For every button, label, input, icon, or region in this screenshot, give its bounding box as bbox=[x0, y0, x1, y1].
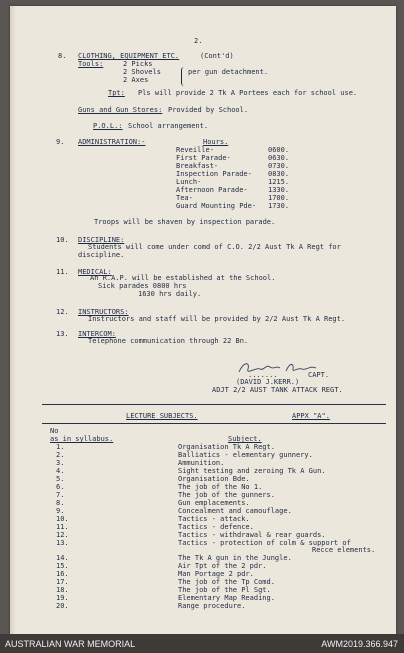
row-number: 18. bbox=[56, 586, 69, 594]
schedule-time: 0730. bbox=[268, 162, 290, 170]
section-12-heading: INSTRUCTORS: bbox=[78, 308, 129, 316]
footer-accession-number: AWM2019.366.947 bbox=[321, 639, 398, 649]
section-13-heading: INTERCOM: bbox=[78, 330, 116, 338]
schedule-time: 0600. bbox=[268, 146, 290, 154]
row-number: 7. bbox=[56, 491, 65, 499]
pol-label: P.O.L.: bbox=[93, 122, 123, 130]
row-number: 19. bbox=[56, 594, 69, 602]
row-number: 12. bbox=[56, 531, 69, 539]
section-8-heading-cont: (Cont'd) bbox=[200, 52, 234, 60]
schedule-time: 1700. bbox=[268, 194, 290, 202]
table-top-rule bbox=[42, 423, 386, 424]
tools-item-2: 2 Shovels bbox=[123, 68, 161, 76]
section-8-heading: CLOTHING, EQUIPMENT ETC. bbox=[78, 52, 180, 60]
row-number: 11. bbox=[56, 523, 69, 531]
section-10-line-1: Students will come under comd of C.O. 2/2 Aust Tk A Regt for bbox=[88, 243, 341, 251]
row-subject: Tactics - protection of colm & support of bbox=[178, 539, 351, 547]
row-number: 13. bbox=[56, 539, 69, 547]
section-11-line-2: Sick parades 0800 hrs bbox=[98, 282, 187, 290]
tpt-label: Tpt: bbox=[108, 89, 125, 97]
appendix-label: APPX "A". bbox=[292, 412, 330, 420]
row-number: 15. bbox=[56, 562, 69, 570]
hours-header: Hours. bbox=[203, 138, 229, 146]
section-9-note: Troops will be shaven by inspection parade. bbox=[94, 218, 276, 226]
signature-title: ADJT 2/2 AUST TANK ATTACK REGT. bbox=[212, 386, 343, 394]
footer-institution: AUSTRALIAN WAR MEMORIAL bbox=[5, 639, 136, 649]
row-subject: Tactics - withdrawal & rear guards. bbox=[178, 531, 326, 539]
section-11-heading: MEDICAL: bbox=[78, 268, 112, 276]
section-13-text: Telephone communication through 22 Bn. bbox=[88, 337, 249, 345]
col-no-header: No bbox=[50, 427, 59, 435]
row-number: 10. bbox=[56, 515, 69, 523]
section-13-number: 13. bbox=[56, 330, 69, 338]
row-number: 4. bbox=[56, 467, 65, 475]
row-subject: Concealment and camouflage. bbox=[178, 507, 292, 515]
section-12-text: Instructors and staff will be provided by 2/2 Aust Tk A Regt. bbox=[88, 315, 346, 323]
row-subject: The job of the gunners. bbox=[178, 491, 275, 499]
schedule-time: 1215. bbox=[268, 178, 290, 186]
tools-brace bbox=[181, 67, 188, 86]
row-number: 16. bbox=[56, 570, 69, 578]
row-number: 8. bbox=[56, 499, 65, 507]
row-number: 3. bbox=[56, 459, 65, 467]
guns-label: Guns and Gun Stores: bbox=[78, 106, 163, 114]
row-number: 5. bbox=[56, 475, 65, 483]
row-subject: Man Portage 2 pdr. bbox=[178, 570, 254, 578]
tools-item-1: 2 Picks bbox=[123, 60, 153, 68]
row-subject: Range procedure. bbox=[178, 602, 246, 610]
row-number: 9. bbox=[56, 507, 65, 515]
page-number: 2. bbox=[194, 37, 203, 45]
row-subject: Sight testing and zeroing Tk A Gun. bbox=[178, 467, 326, 475]
section-divider bbox=[42, 404, 386, 405]
schedule-time: 1330. bbox=[268, 186, 290, 194]
page-shadow-edge bbox=[10, 6, 16, 634]
row-subject: Recce elements. bbox=[312, 546, 376, 554]
row-subject: Tactics - defence. bbox=[178, 523, 254, 531]
schedule-label: Lunch- bbox=[176, 178, 202, 186]
row-subject: Gun emplacements. bbox=[178, 499, 250, 507]
row-number: 6. bbox=[56, 483, 65, 491]
pol-text: School arrangement. bbox=[128, 122, 209, 130]
section-10-line-2: discipline. bbox=[78, 251, 125, 259]
section-11-number: 11. bbox=[56, 268, 69, 276]
section-11-line-1: An R.A.P. will be established at the School. bbox=[90, 274, 276, 282]
schedule-time: 1730. bbox=[268, 202, 290, 210]
tools-label: Tools: bbox=[78, 60, 104, 68]
row-subject: Tactics - attack. bbox=[178, 515, 250, 523]
col-syllabus-header: as in syllabus. bbox=[50, 435, 114, 443]
tools-item-3: 2 Axes bbox=[123, 76, 149, 84]
section-10-heading: DISCIPLINE: bbox=[78, 236, 125, 244]
section-9-number: 9. bbox=[56, 138, 65, 146]
tpt-text: Pls will provide 2 Tk A Portees each for school use. bbox=[138, 89, 358, 97]
schedule-label: Breakfast- bbox=[176, 162, 219, 170]
col-subject-header: Subject. bbox=[228, 435, 262, 443]
row-subject: The job of the Pl Sgt. bbox=[178, 586, 271, 594]
row-subject: Organisation Bde. bbox=[178, 475, 250, 483]
guns-text: Provided by School. bbox=[168, 106, 249, 114]
section-10-number: 10. bbox=[56, 236, 69, 244]
schedule-label: Reveille- bbox=[176, 146, 214, 154]
tools-note: per gun detachment. bbox=[188, 68, 269, 76]
row-subject: The Tk A gun in the Jungle. bbox=[178, 554, 292, 562]
signature-name: (DAVID J.KERR.) bbox=[236, 378, 300, 386]
schedule-label: Tea- bbox=[176, 194, 193, 202]
archive-footer bbox=[0, 634, 404, 653]
schedule-label: Inspection Parade- bbox=[176, 170, 252, 178]
row-number: 2. bbox=[56, 451, 65, 459]
section-11-line-3: 1630 hrs daily. bbox=[138, 290, 202, 298]
section-9-heading: ADMINISTRATION:- bbox=[78, 138, 146, 146]
row-subject: Organisation Tk A Regt. bbox=[178, 443, 275, 451]
signature-dots: ....... bbox=[248, 371, 278, 379]
schedule-label: First Parade- bbox=[176, 154, 231, 162]
row-subject: The job of the No 1. bbox=[178, 483, 263, 491]
row-number: 17. bbox=[56, 578, 69, 586]
row-subject: Ammunition. bbox=[178, 459, 225, 467]
row-subject: Balliatics - elementary gunnery. bbox=[178, 451, 313, 459]
schedule-label: Afternoon Parade- bbox=[176, 186, 248, 194]
lecture-title: LECTURE SUBJECTS. bbox=[126, 412, 198, 420]
row-subject: Air Tpt of the 2 pdr. bbox=[178, 562, 267, 570]
section-8-number: 8. bbox=[58, 52, 67, 60]
schedule-time: 0630. bbox=[268, 154, 290, 162]
document-page bbox=[10, 6, 396, 634]
row-number: 20. bbox=[56, 602, 69, 610]
schedule-label: Guard Mounting Pde- bbox=[176, 202, 257, 210]
schedule-time: 0830. bbox=[268, 170, 290, 178]
section-12-number: 12. bbox=[56, 308, 69, 316]
row-number: 1. bbox=[56, 443, 65, 451]
row-subject: Elementary Map Reading. bbox=[178, 594, 275, 602]
row-number: 14. bbox=[56, 554, 69, 562]
signature-rank: CAPT. bbox=[308, 371, 330, 379]
row-subject: The job of the Tp Comd. bbox=[178, 578, 275, 586]
